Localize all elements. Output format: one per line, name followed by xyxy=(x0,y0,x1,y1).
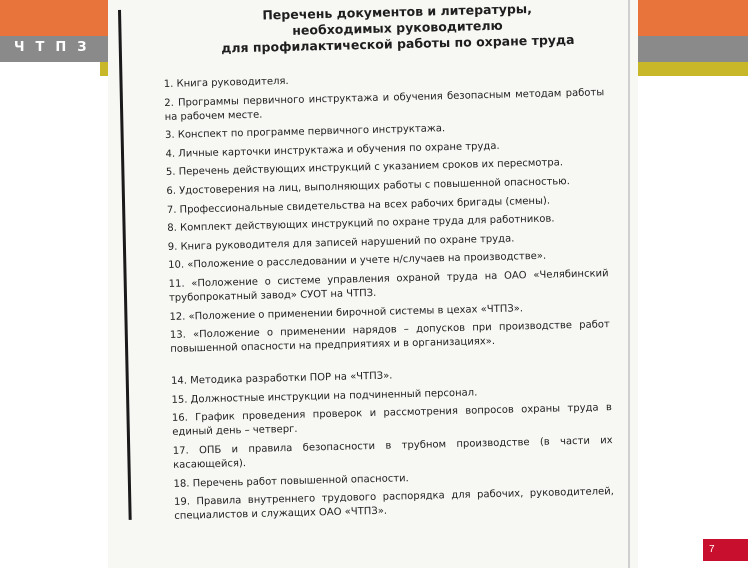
list-item: 8. Комплект действующих инструкций по охране труда для работников. xyxy=(167,213,555,235)
title-line: Перечень документов и литературы, xyxy=(262,0,533,23)
list-item: 17. ОПБ и правила безопасности в трубном производстве (в части их касающейся). xyxy=(172,435,613,471)
list-item: 12. «Положение о применении бирочной системы в цехах «ЧТПЗ». xyxy=(169,302,524,323)
list-item: 19. Правила внутреннего трудового распорядка для рабочих, руководителей, специалистов и служащих ОАО «ЧТПЗ». xyxy=(173,486,615,522)
list-item: 14. Методика разработки ПОР на «ЧТПЗ». xyxy=(170,370,393,388)
list-item: 4. Личные карточки инструктажа и обучения по охране труда. xyxy=(165,140,500,160)
list-item: 3. Конспект по программе первичного инструктажа. xyxy=(164,123,446,142)
list-item: 2. Программы первичного инструктажа и обучения безопасным методам работы на рабочем месте. xyxy=(164,86,605,123)
list-item: 1. Книга руководителя. xyxy=(163,75,289,90)
list-item: 5. Перечень действующих инструкций с указанием сроков их пересмотра. xyxy=(165,157,564,179)
scan-right-edge xyxy=(628,0,630,568)
list-item: 13. «Положение о применении нарядов – допусков при производстве работ повышенной опасности на предприятиях и в организациях». xyxy=(169,319,610,356)
page-number-badge: 7 xyxy=(703,539,748,561)
title-line: необходимых руководителю xyxy=(292,17,503,38)
list-item: 11. «Положение о системе управления охраной труда на ОАО «Челябинский трубопрокатный завод» СУОТ на ЧТПЗ. xyxy=(168,268,609,304)
list-item: 18. Перечень работ повышенной опасности. xyxy=(173,472,409,490)
company-logo-text: ЧТПЗ xyxy=(14,40,98,55)
document-title xyxy=(192,0,603,57)
document-content xyxy=(162,0,615,529)
list-item: 9. Книга руководителя для записей нарушений по охране труда. xyxy=(167,233,515,253)
list-item: 10. «Положение о расследовании и учете н/случаев на производстве». xyxy=(168,251,547,272)
list-item: 6. Удостоверения на лиц, выполняющих работы с повышенной опасностью. xyxy=(166,176,570,197)
title-line: для профилактической работы по охране труда xyxy=(221,31,575,56)
list-item: 7. Профессиональные свидетельства на всех рабочих бригады (смены). xyxy=(166,195,551,216)
list-item: 16. График проведения проверок и рассмотрения вопросов охраны труда в единый день – четверг. xyxy=(171,402,612,439)
list-item: 15. Должностные инструкции на подчиненный персонал. xyxy=(171,387,478,406)
